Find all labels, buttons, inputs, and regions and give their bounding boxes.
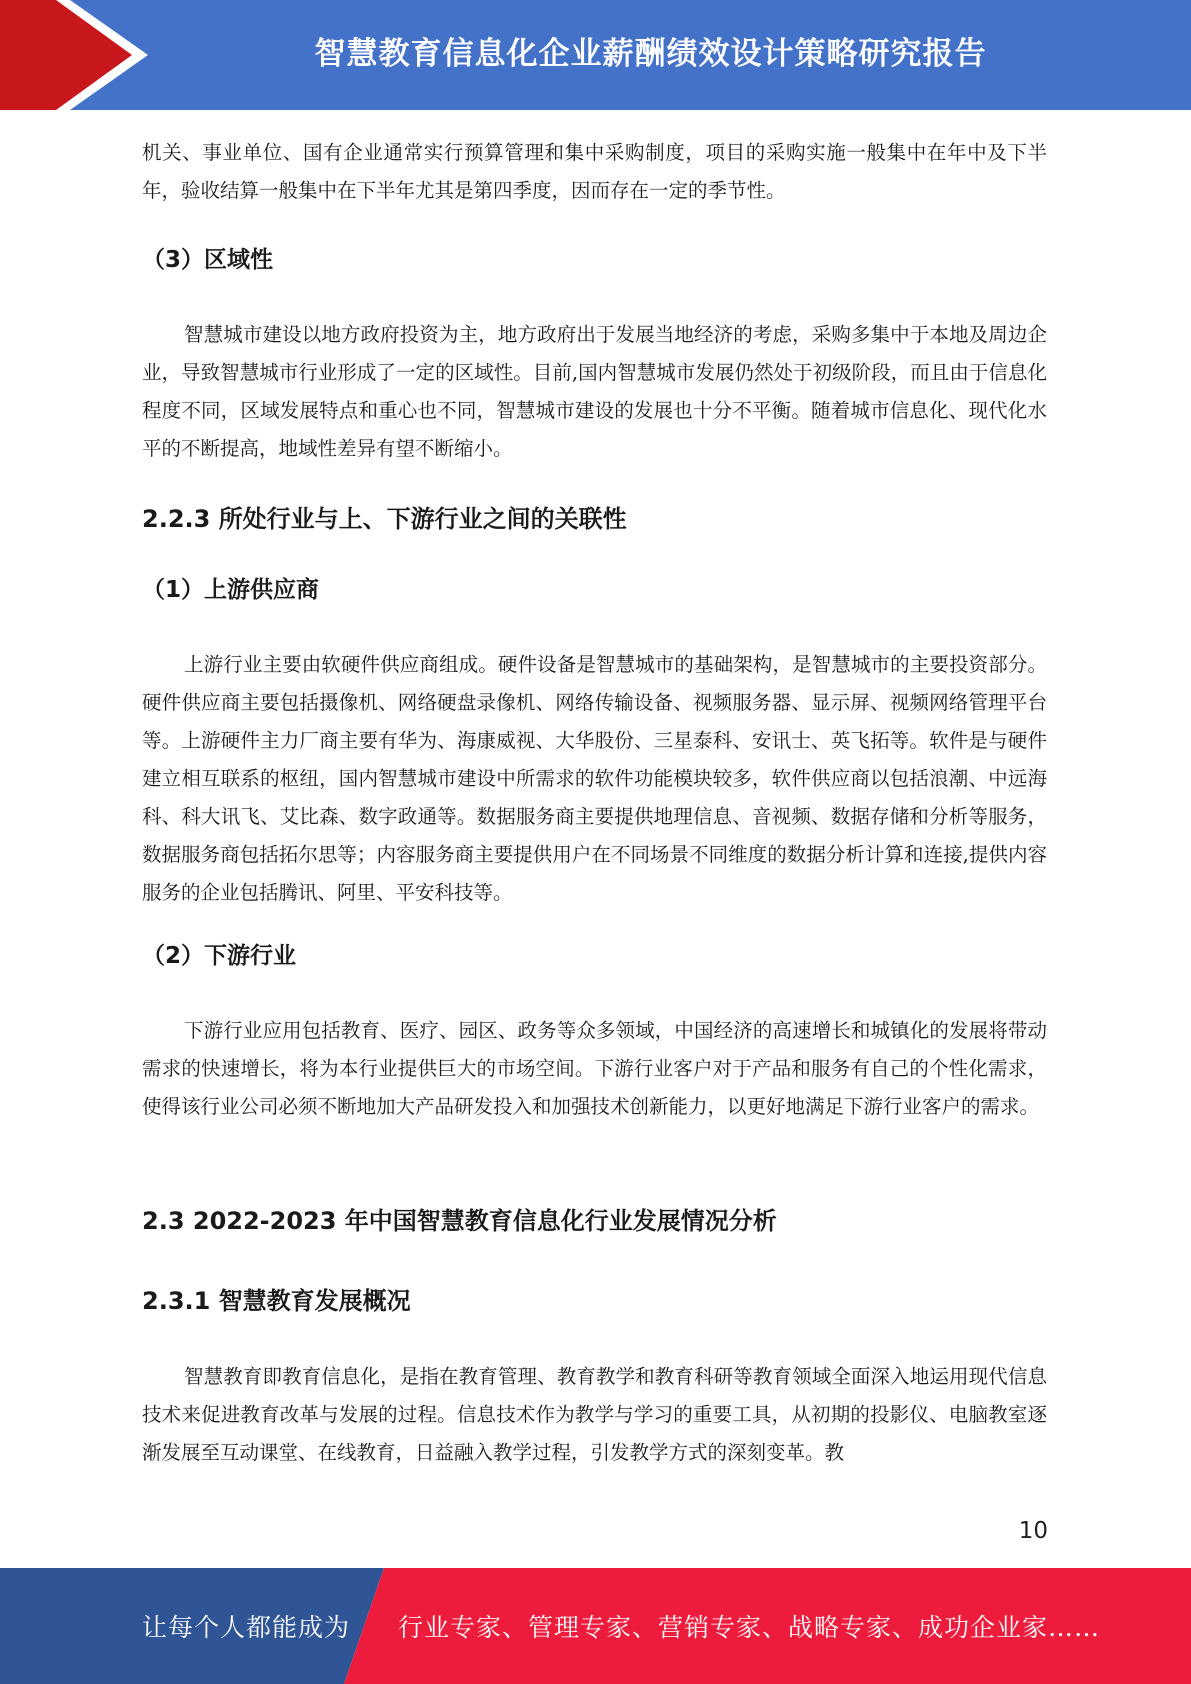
footer-slogan-right: 行业专家、管理专家、营销专家、战略专家、成功企业家……: [398, 1613, 1101, 1642]
regionality-paragraph: 智慧城市建设以地方政府投资为主，地方政府出于发展当地经济的考虑，采购多集中于本地及周边企业，导致智慧城市行业形成了一定的区域性。目前,国内智慧城市发展仍然处于初级阶段，而且由于信息化程度不同，区域发展特点和重心也不同，智慧城市建设的发展也十分不平衡。随着城市信息化、现代化水平的不断提高，地域性差异有望不断缩小。: [142, 323, 1047, 460]
downstream-paragraph: 下游行业应用包括教育、医疗、园区、政务等众多领域，中国经济的高速增长和城镇化的发展将带动需求的快速增长，将为本行业提供巨大的市场空间。下游行业客户对于产品和服务有自己的个性化需求，使得该行业公司必须不断地加大产品研发投入和加强技术创新能力，以更好地满足下游行业客户的需求。: [142, 1019, 1047, 1118]
heading-upstream: （1）上游供应商: [142, 577, 320, 603]
heading-regionality: （3）区域性: [142, 247, 274, 273]
footer-slogan-left: 让每个人都能成为: [142, 1613, 351, 1642]
heading-2-2-3: 2.2.3 所处行业与上、下游行业之间的关联性: [142, 505, 627, 533]
page-footer: [0, 1568, 1191, 1684]
heading-downstream: （2）下游行业: [142, 943, 297, 969]
overview-paragraph: 智慧教育即教育信息化，是指在教育管理、教育教学和教育科研等教育领域全面深入地运用现代信息技术来促进教育改革与发展的过程。信息技术作为教学与学习的重要工具，从初期的投影仪、电脑教室逐渐发展至互动课堂、在线教育，日益融入教学过程，引发教学方式的深刻变革。教: [142, 1365, 1047, 1464]
header-chevron-icon: [0, 0, 160, 110]
page-content: [142, 130, 1047, 1472]
page-header: [0, 0, 1191, 110]
intro-paragraph: 机关、事业单位、国有企业通常实行预算管理和集中采购制度，项目的采购实施一般集中在年中及下半年，验收结算一般集中在下半年尤其是第四季度，因而存在一定的季节性。: [142, 141, 1047, 202]
heading-2-3: 2.3 2022-2023 年中国智慧教育信息化行业发展情况分析: [142, 1207, 777, 1235]
report-title: 智慧教育信息化企业薪酬绩效设计策略研究报告: [314, 35, 987, 72]
heading-2-3-1: 2.3.1 智慧教育发展概况: [142, 1287, 411, 1315]
upstream-paragraph: 上游行业主要由软硬件供应商组成。硬件设备是智慧城市的基础架构，是智慧城市的主要投资部分。硬件供应商主要包括摄像机、网络硬盘录像机、网络传输设备、视频服务器、显示屏、视频网络管理平台等。上游硬件主力厂商主要有华为、海康威视、大华股份、三星泰科、安讯士、英飞拓等。软件是与硬件建立相互联系的枢纽，国内智慧城市建设中所需求的软件功能模块较多，软件供应商以包括浪潮、中远海科、科大讯飞、艾比森、数字政通等。数据服务商主要提供地理信息、音视频、数据存储和分析等服务，数据服务商包括拓尔思等；内容服务商主要提供用户在不同场景不同维度的数据分析计算和连接,提供内容服务的企业包括腾讯、阿里、平安科技等。: [142, 653, 1047, 904]
page-number: 10: [1018, 1518, 1048, 1544]
